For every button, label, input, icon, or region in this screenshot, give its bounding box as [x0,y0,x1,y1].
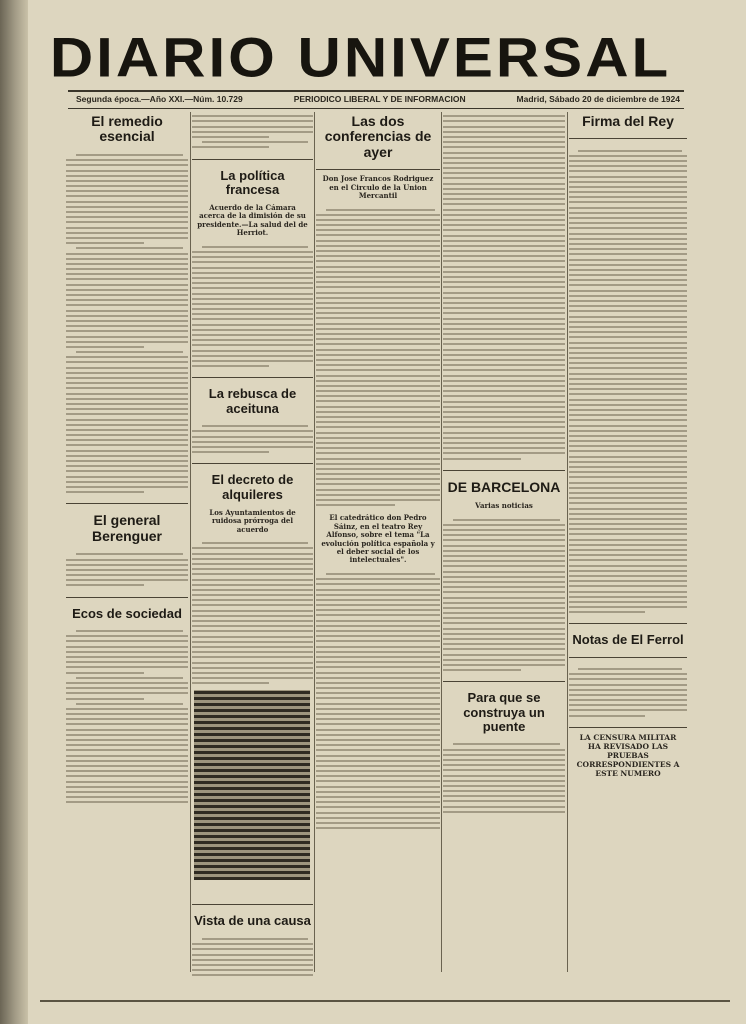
section-divider [192,377,313,378]
article-text [443,110,565,465]
article-text [316,203,440,511]
article-text [443,738,565,818]
headline-vista: Vista de una causa [194,913,311,929]
subheading-decreto: Los Ayuntamientos de ruidosa prórroga del acuerdo [209,507,296,534]
article-text [192,933,313,982]
headline-conferencias: Las dos conferencias de ayer [324,113,432,160]
info-rule [68,108,684,109]
article-text [192,537,313,689]
section-divider [569,623,687,624]
edition-info: Segunda época.—Año XXI.—Núm. 10.729 [76,94,243,104]
section-divider [443,470,565,471]
article-text [443,514,565,677]
headline-puente: Para que se construya un puente [463,690,545,734]
section-divider [192,463,313,464]
headline-remedio: El remedio esencial [91,113,163,145]
headline-notas: Notas de El Ferrol [572,632,684,648]
article-text [569,663,687,722]
column-rule [314,112,315,972]
subheading-barcelona: Varias noticias [475,501,533,511]
section-divider [66,597,188,598]
article-text [192,110,313,154]
column-3 [316,110,440,834]
article-text [192,420,313,458]
article-text [569,144,687,618]
section-divider [569,138,687,139]
article-text [66,149,188,499]
section-divider [443,681,565,682]
column-rule [190,112,191,972]
headline-firma: Firma del Rey [582,113,674,129]
dateline: Madrid, Sábado 20 de diciembre de 1924 [516,94,680,104]
masthead-title: DIARIO UNIVERSAL [49,26,672,89]
headline-barcelona: DE BARCELONA [447,478,561,495]
column-1 [66,110,188,808]
column-4 [443,110,565,818]
column-5 [569,110,687,781]
column-rule [441,112,442,972]
headline-rebusca: La rebusca de aceituna [208,386,297,416]
engraving-image [194,690,310,880]
section-divider [569,727,687,728]
censorship-notice: LA CENSURA MILITAR HA REVISADO LAS PRUEBAS CORRESPONDIENTES A ESTE NUMERO [576,732,680,778]
subheading-catedratico: El catedrático don Pedro Sáinz, en el teatro Rey Alfonso, sobre el tema "La evolución política española y el deber social de los intelectuales". [321,513,435,565]
headline-ecos: Ecos de sociedad [72,605,182,621]
article-text [192,241,313,373]
column-rule [567,112,568,972]
section-divider [316,169,440,170]
section-divider [569,657,687,658]
subheading-conferencias: Don Jose Francos Rodriguez en el Circulo de la Union Mercantil [322,174,434,200]
paper-subtitle: PERIODICO LIBERAL Y DE INFORMACION [293,94,466,104]
section-divider [192,159,313,160]
book-spine-shadow [0,0,28,1024]
section-divider [192,904,313,905]
subheading-politica: Acuerdo de la Cámara acerca de la dimisión de su presidente.—La salud del de Herriot. [197,203,308,238]
article-text [316,568,440,835]
article-text [66,548,188,592]
headline-politica: La política francesa [220,167,285,197]
headline-berenguer: El general Berenguer [91,512,163,544]
masthead-rule [68,90,684,92]
article-text [66,625,188,809]
info-bar [76,94,680,108]
headline-decreto: El decreto de alquileres [211,472,294,502]
bottom-rule [40,1000,730,1002]
section-divider [66,503,188,504]
